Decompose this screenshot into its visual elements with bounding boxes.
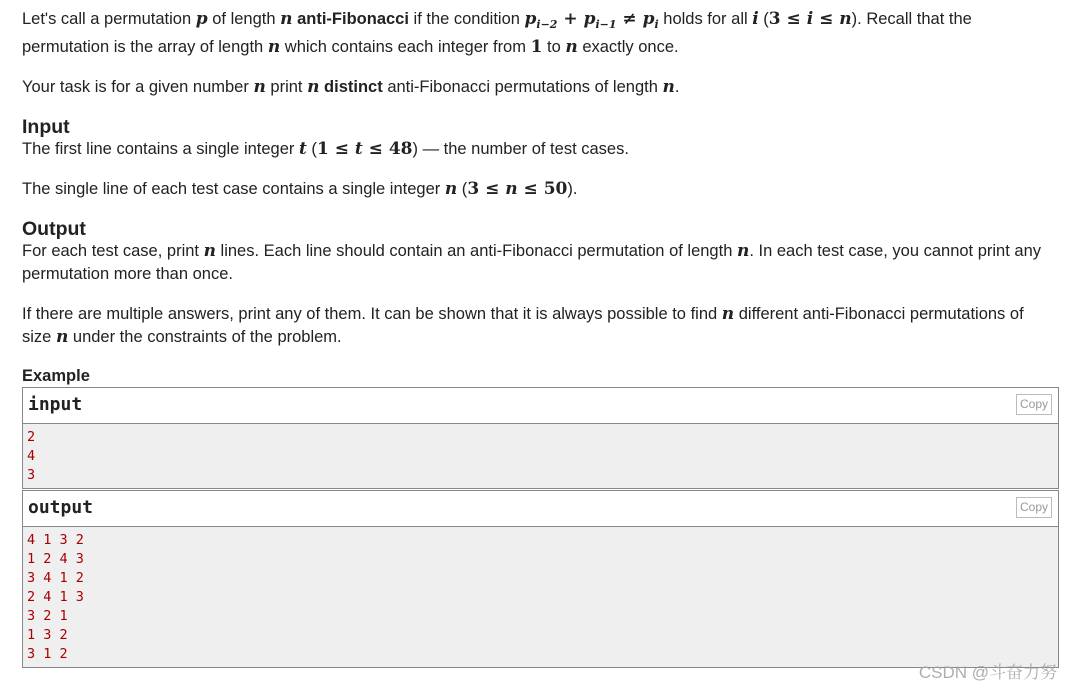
math-var: p [642, 9, 655, 29]
output-row: 1 3 2 [27, 627, 68, 643]
text: . [674, 78, 680, 96]
math-num: 3 [768, 9, 781, 29]
output-row: 2 4 1 3 [27, 589, 84, 605]
text: different anti-Fibonacci permutations of [734, 305, 1024, 323]
math-op: ≤ [780, 9, 807, 29]
example-input-body [23, 424, 1058, 488]
example-output-body [23, 527, 1058, 667]
math-num: 3 [467, 179, 480, 199]
math-num: 1 [316, 139, 329, 159]
statement-paragraph-2 [22, 76, 1058, 99]
text: lines. Each line should contain an anti-Fibonacci permutation of length [215, 242, 737, 260]
math-var: n [253, 77, 266, 97]
input-row: 2 [27, 429, 36, 445]
math-op: ≤ [362, 139, 389, 159]
math-num: 50 [543, 179, 568, 199]
math-subscript: i [654, 18, 659, 31]
output-row: 3 4 1 2 [27, 570, 84, 586]
math-var: t [354, 139, 363, 159]
output-row: 4 1 3 2 [27, 532, 84, 548]
statement-paragraph-1 [22, 8, 1058, 36]
copy-input-button[interactable]: Copy [1016, 394, 1052, 415]
math-var: n [267, 37, 281, 57]
text: ) — the number of test cases. [412, 140, 629, 158]
math-var: n [839, 9, 852, 29]
text: ( [758, 10, 769, 28]
example-output-header [23, 491, 1058, 527]
input-line-2 [22, 178, 1058, 201]
math-op: ≤ [328, 139, 355, 159]
math-var: n [736, 241, 750, 261]
text: The first line contains a single integer [22, 140, 299, 158]
text: ). Recall that the [851, 10, 972, 28]
output-row: 3 2 1 [27, 608, 68, 624]
math-var: n [307, 77, 320, 97]
text: under the constraints of the problem. [68, 328, 342, 346]
input-line-1 [22, 138, 1058, 161]
problem-statement [22, 8, 1058, 668]
input-row: 4 [27, 448, 36, 464]
text: ). [567, 180, 578, 198]
text: Your task is for a given number [22, 78, 254, 96]
text: ( [457, 180, 468, 198]
math-op: ≤ [479, 179, 506, 199]
math-var: n [55, 327, 69, 347]
example-input-label: input [28, 394, 83, 415]
copy-output-button[interactable]: Copy [1016, 497, 1052, 518]
csdn-watermark: CSDN @斗奋力努 [918, 663, 1057, 682]
math-var: n [505, 179, 518, 199]
output-line-1 [22, 240, 1058, 263]
math-var: n [280, 9, 293, 29]
text: . In each test case, you cannot print any [749, 242, 1042, 260]
example-output-label: output [28, 497, 94, 518]
text: permutation is the array of length [22, 38, 268, 56]
math-num: 1 [530, 37, 543, 57]
output-row: 1 2 4 3 [27, 551, 84, 567]
output-line-2 [22, 303, 1058, 326]
input-row: 3 [27, 467, 36, 483]
text: anti-Fibonacci permutations of length [382, 78, 663, 96]
example-input-block [22, 387, 1059, 489]
math-op: ≠ [616, 9, 643, 29]
output-section-title: Output [22, 218, 86, 240]
math-var: n [444, 179, 458, 199]
math-var: n [203, 241, 216, 261]
math-subscript: i−2 [536, 18, 558, 31]
text: of length [207, 10, 281, 28]
example-title: Example [22, 367, 90, 385]
math-var: n [565, 37, 578, 57]
math-op: + [557, 9, 584, 29]
text: print [265, 78, 308, 96]
output-row: 3 1 2 [27, 646, 68, 662]
text: size [22, 328, 56, 346]
math-var: n [721, 304, 735, 324]
statement-paragraph-1-cont [22, 36, 1058, 59]
math-var: n [662, 77, 675, 97]
bold-term: anti-Fibonacci [292, 10, 409, 28]
example-input-header [23, 388, 1058, 424]
text: If there are multiple answers, print any of them. It can be shown that it is always possible to find [22, 305, 722, 323]
text: Let's call a permutation [22, 10, 196, 28]
math-var: p [524, 9, 537, 29]
text: holds for all [658, 10, 753, 28]
math-subscript: i−1 [595, 18, 617, 31]
math-num: 48 [388, 139, 413, 159]
math-var: i [752, 9, 759, 29]
output-line-1-cont [22, 263, 1058, 286]
math-var: t [298, 139, 307, 159]
text: if the condition [408, 10, 525, 28]
text: ( [306, 140, 317, 158]
math-var: i [806, 9, 814, 29]
math-op: ≤ [517, 179, 544, 199]
math-var: p [583, 9, 596, 29]
text: The single line of each test case contains a single integer [22, 180, 445, 198]
input-section-title: Input [22, 116, 70, 138]
text: permutation more than once. [22, 265, 233, 283]
output-line-2-cont [22, 326, 1058, 349]
math-op: ≤ [813, 9, 840, 29]
math-var: p [195, 9, 208, 29]
text: exactly once. [577, 38, 679, 56]
example-output-block [22, 490, 1059, 668]
bold-term: distinct [319, 78, 383, 96]
text: For each test case, print [22, 242, 204, 260]
text: which contains each integer from [280, 38, 531, 56]
text: to [542, 38, 566, 56]
